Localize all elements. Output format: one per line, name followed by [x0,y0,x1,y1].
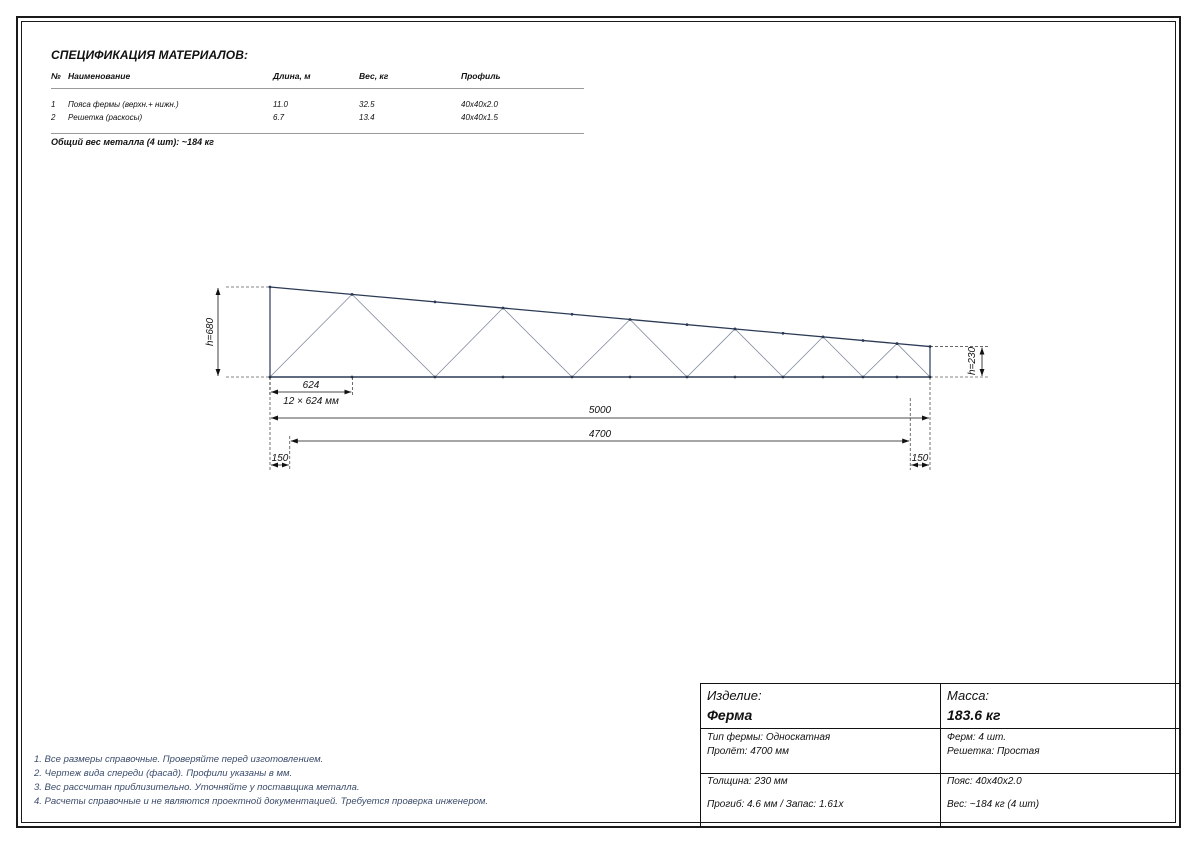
web-diagonal [783,337,823,377]
product-value: Ферма [707,707,753,723]
web-diagonal [435,308,503,377]
web-diagonal [572,319,630,377]
height-right-label: h=230 [967,346,978,376]
top-node [629,318,632,321]
panel-count-label: 12 × 624 мм [283,396,339,407]
title-block-divider [940,684,941,827]
bottom-node [502,376,505,379]
overall-length-label: 5000 [588,405,612,416]
bottom-node [822,376,825,379]
top-node [896,342,899,345]
spec-cell-name: Пояса фермы (верхн.+ нижн.) [68,100,179,109]
top-node [822,336,825,339]
bottom-node [434,376,437,379]
note-item: 3. Вес рассчитан приблизительно. Уточняйте у поставщика металла. [34,782,360,793]
support-left-label: 150 [271,453,289,464]
top-node [502,307,505,310]
bottom-node [571,376,574,379]
web-diagonal [503,308,572,377]
chord-profile: Пояс: 40x40x2.0 [947,776,1022,787]
note-item: 1. Все размеры справочные. Проверяйте перед изготовлением. [34,754,324,765]
spec-header-name: Наименование [68,71,273,89]
top-node [571,313,574,316]
top-node [782,332,785,335]
spec-cell-no: 1 [51,100,56,109]
lattice-type: Решетка: Простая [947,746,1040,757]
top-node [862,339,865,342]
spec-total-weight: Общий вес металла (4 шт): ~184 кг [51,137,214,147]
dimension-lines [218,287,988,470]
total-weight: Вес: ~184 кг (4 шт) [947,799,1040,810]
bottom-node [896,376,899,379]
note-item: 2. Чертеж вида спереди (фасад). Профили указаны в мм. [34,768,293,779]
web-diagonal [687,329,735,377]
top-node [351,293,354,296]
web-diagonal [735,329,783,377]
truss-geometry [269,286,932,379]
span-length-label: 4700 [588,429,612,440]
title-block-divider [701,728,1180,729]
mass-value: 183.6 кг [947,707,1001,723]
spec-header-length: Длина, м [273,71,359,89]
web-diagonal [270,294,352,377]
height-left-label: h=680 [205,317,216,347]
support-right-label: 150 [911,453,929,464]
web-diagonal [863,344,897,377]
top-chord [270,287,930,347]
web-diagonal [823,337,863,377]
spec-header-no: № [51,71,68,89]
web-diagonal [352,294,435,377]
mass-label: Масса: [947,688,990,703]
bottom-node [686,376,689,379]
web-diagonal [897,344,930,377]
bottom-node [629,376,632,379]
spec-cell-no: 2 [51,111,68,134]
truss-span: Пролёт: 4700 мм [707,746,789,757]
spec-cell-name: Решетка (раскосы) [68,111,273,134]
spec-cell-profile: 40x40x1.5 [461,111,584,134]
bottom-node [734,376,737,379]
spec-cell-weight: 32.5 [359,100,375,109]
bottom-node [351,376,354,379]
web-diagonal [630,319,687,377]
spec-cell-weight: 13.4 [359,111,461,134]
spec-cell-length: 11.0 [273,100,288,109]
spec-header-weight: Вес, кг [359,71,461,89]
spec-title: СПЕЦИФИКАЦИЯ МАТЕРИАЛОВ: [51,48,249,62]
spec-cell-length: 6.7 [273,111,359,134]
truss-deflection: Прогиб: 4.6 мм / Запас: 1.61x [707,799,844,810]
title-block-divider [701,773,1180,774]
bottom-node [862,376,865,379]
truss-thickness: Толщина: 230 мм [707,776,788,787]
product-label: Изделие: [707,688,762,703]
note-item: 4. Расчеты справочные и не являются проектной документацией. Требуется проверка инженером. [34,796,489,807]
spec-cell-profile: 40x40x2.0 [461,100,498,109]
spec-header-profile: Профиль [461,71,584,89]
panel-width-label: 624 [302,380,320,391]
top-node [686,323,689,326]
title-block [700,683,1180,827]
top-node [434,300,437,303]
drawing-notes [34,753,488,809]
truss-count: Ферм: 4 шт. [947,732,1007,743]
bottom-node [782,376,785,379]
top-node [734,328,737,331]
truss-type: Тип фермы: Односкатная [707,732,831,743]
